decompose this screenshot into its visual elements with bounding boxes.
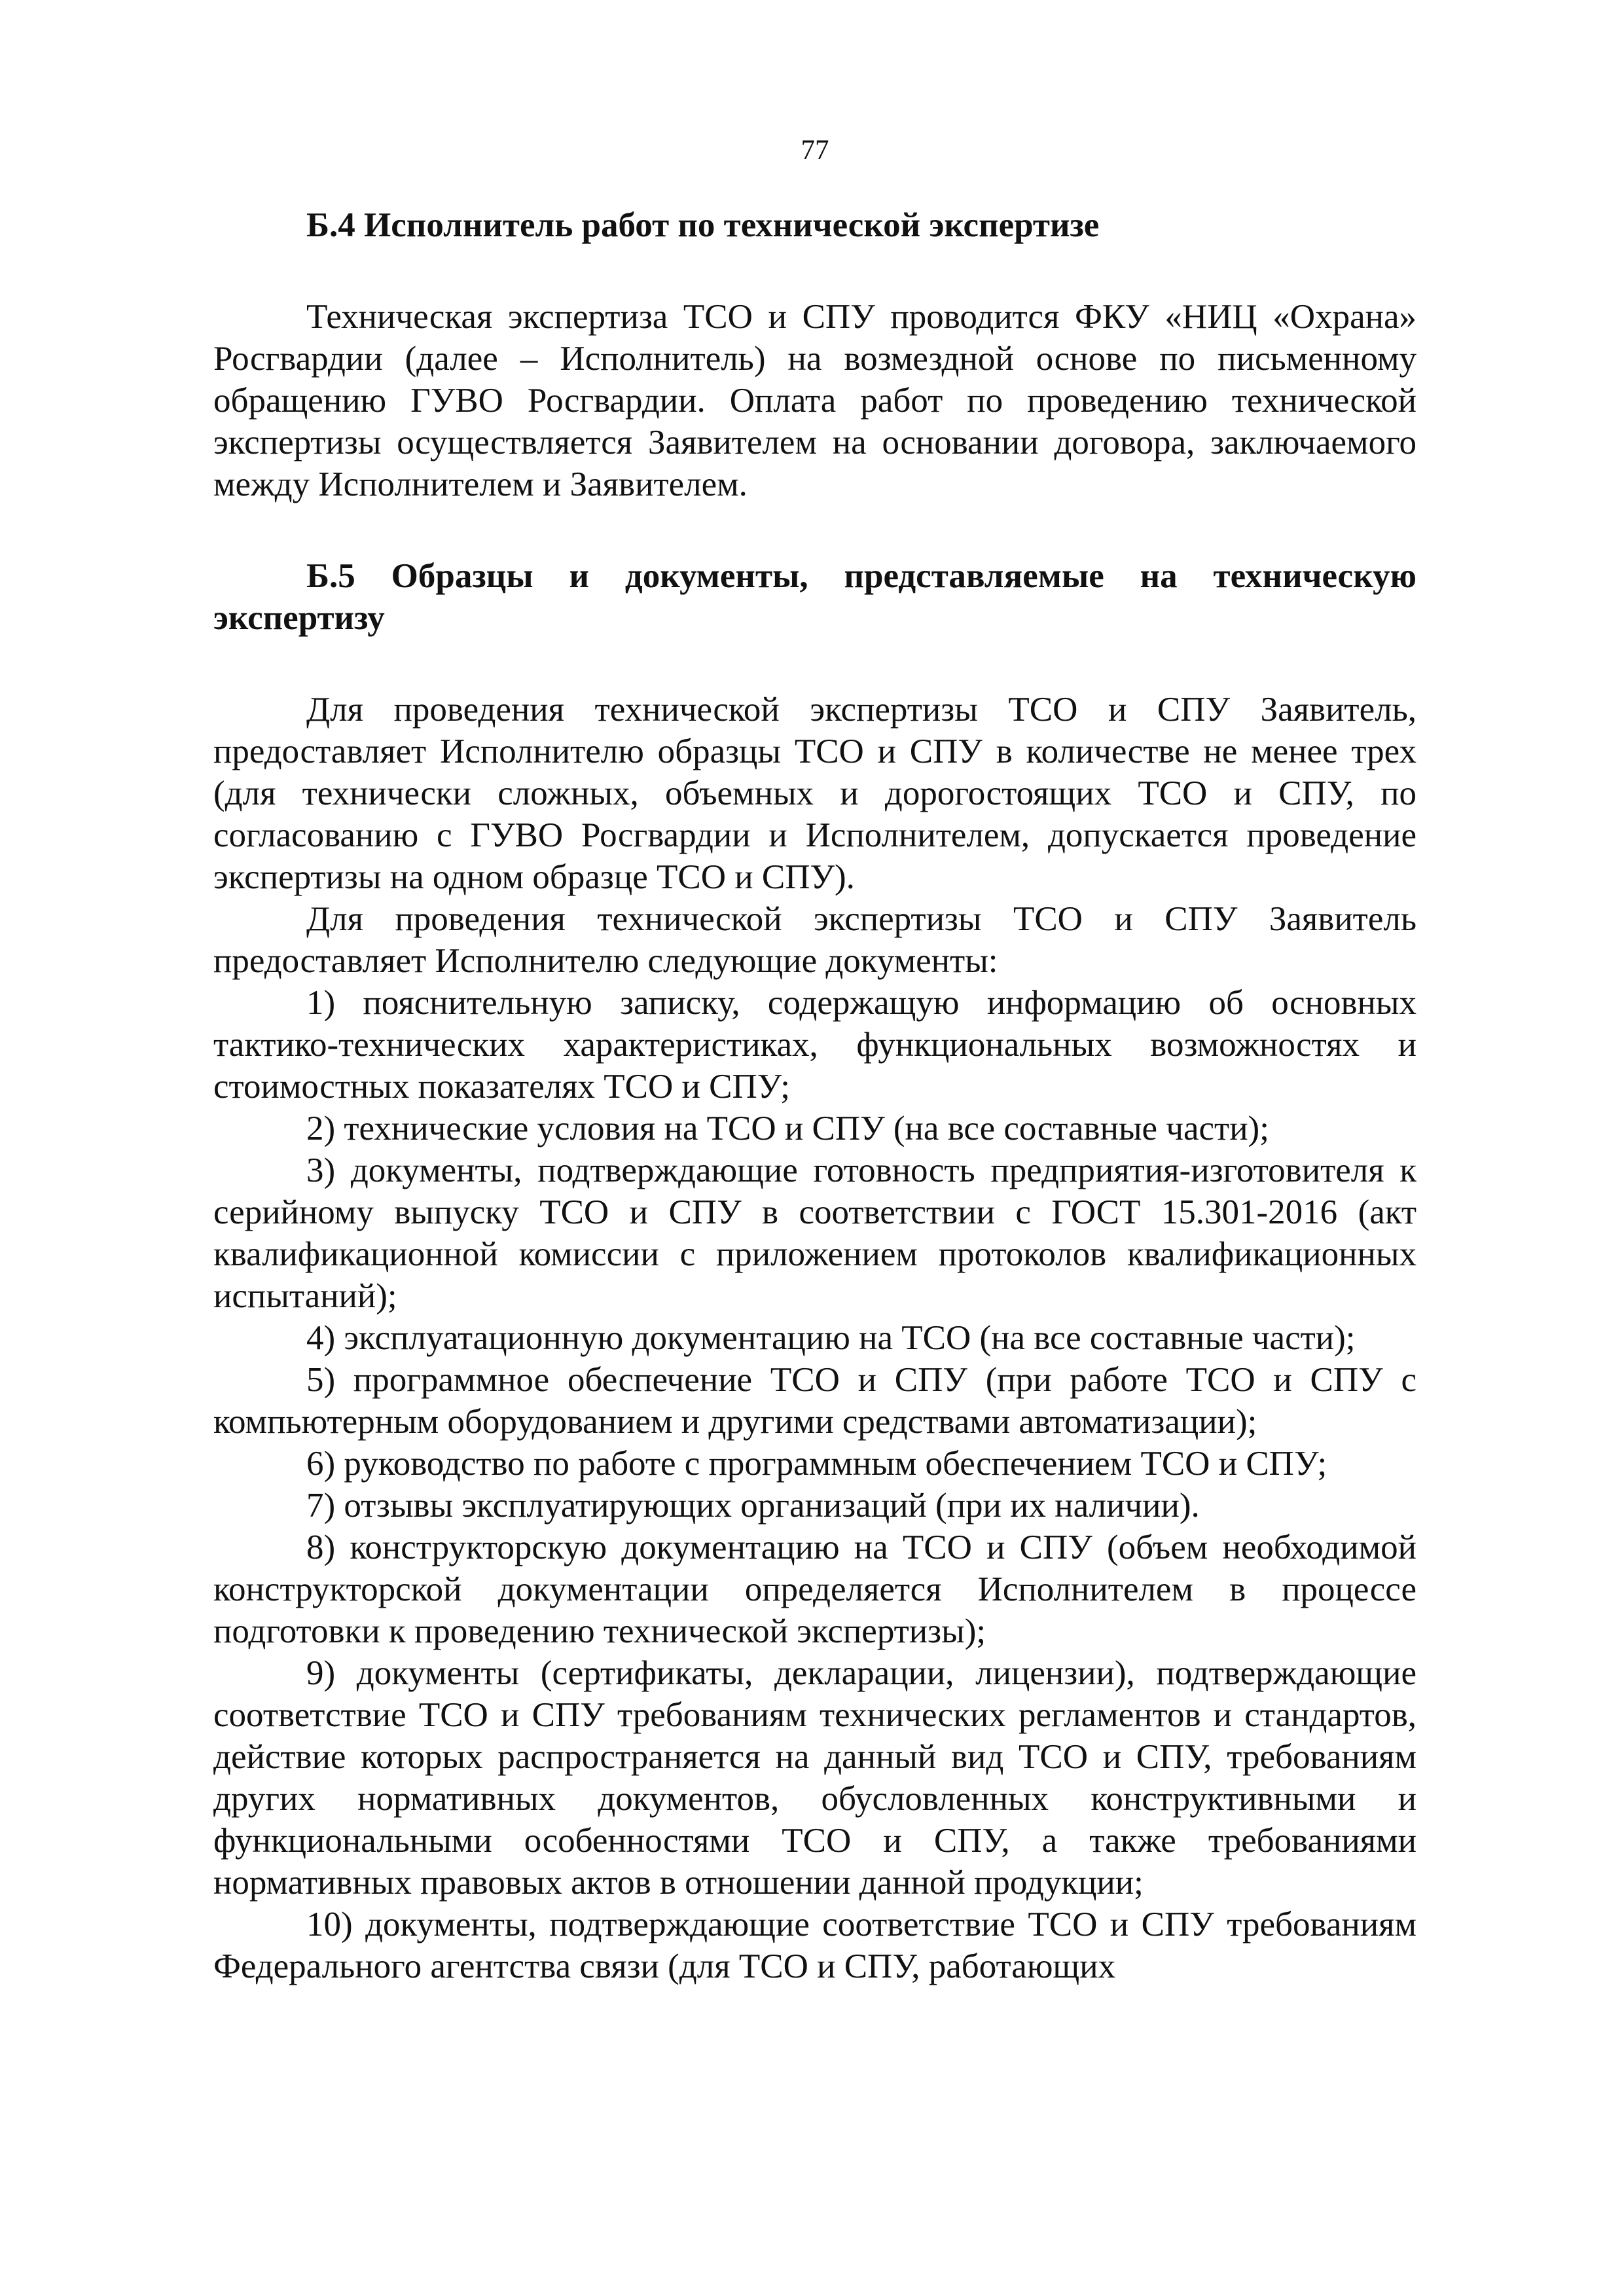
section-b5-paragraph-1: Для проведения технической экспертизы ТСО и СПУ Заявитель, предоставляет Исполнителю образцы ТСО и СПУ в количестве не менее трех (для технически сложных, объемных и дорогостоящих ТСО и СПУ, по согласованию с ГУВО Росгвардии и Исполнителем, допускается проведение экспертизы на одном образце ТСО и СПУ).	[213, 691, 1416, 896]
document-page	[213, 131, 1416, 1987]
section-b4-paragraph: Техническая экспертиза ТСО и СПУ проводится ФКУ «НИЦ «Охрана» Росгвардии (далее – Исполнитель) на возмездной основе по письменному обращению ГУВО Росгвардии. Оплата работ по проведению технической экспертизы осуществляется Заявителем на основании договора, заключаемого между Исполнителем и Заявителем.	[213, 298, 1416, 503]
page-number: 77	[801, 135, 829, 166]
list-item-1: 1) пояснительную записку, содержащую информацию об основных тактико-технических характеристиках, функциональных возможностях и стоимостных показателях ТСО и СПУ;	[213, 984, 1416, 1106]
section-b5	[213, 555, 1416, 1987]
list-item-4: 4) эксплуатационную документацию на ТСО (на все составные части);	[306, 1319, 1356, 1357]
list-item-2: 2) технические условия на ТСО и СПУ (на все составные части);	[306, 1110, 1269, 1148]
list-item-6: 6) руководство по работе с программным обеспечением ТСО и СПУ;	[306, 1445, 1327, 1483]
list-item-7: 7) отзывы эксплуатирующих организаций (при их наличии).	[306, 1487, 1200, 1525]
list-item-10: 10) документы, подтверждающие соответствие ТСО и СПУ требованиям Федерального агентства связи (для ТСО и СПУ, работающих	[213, 1906, 1416, 1985]
section-b5-paragraph-2: Для проведения технической экспертизы ТСО и СПУ Заявитель предоставляет Исполнителю следующие документы:	[213, 900, 1416, 980]
list-item-3: 3) документы, подтверждающие готовность предприятия-изготовителя к серийному выпуску ТСО и СПУ в соответствии с ГОСТ 15.301-2016 (акт квалификационной комиссии с приложением протоколов квалификационных испытаний);	[213, 1151, 1416, 1315]
list-item-8: 8) конструкторскую документацию на ТСО и СПУ (объем необходимой конструкторской документации определяется Исполнителем в процессе подготовки к проведению технической экспертизы);	[213, 1528, 1416, 1650]
section-b5-heading: Б.5 Образцы и документы, представляемые на техническую экспертизу	[213, 557, 1416, 637]
section-b4-heading: Б.4 Исполнитель работ по технической экспертизе	[306, 206, 1100, 244]
list-item-9: 9) документы (сертификаты, декларации, лицензии), подтверждающие соответствие ТСО и СПУ требованиям технических регламентов и стандартов, действие которых распространяется на данный вид ТСО и СПУ, требованиям других нормативных документов, обусловленных конструктивными и функциональными особенностями ТСО и СПУ, а также требованиями нормативных правовых актов в отношении данной продукции;	[213, 1654, 1416, 1902]
section-b4	[213, 204, 1416, 505]
list-item-5: 5) программное обеспечение ТСО и СПУ (при работе ТСО и СПУ с компьютерным оборудованием и другими средствами автоматизации);	[213, 1361, 1416, 1441]
